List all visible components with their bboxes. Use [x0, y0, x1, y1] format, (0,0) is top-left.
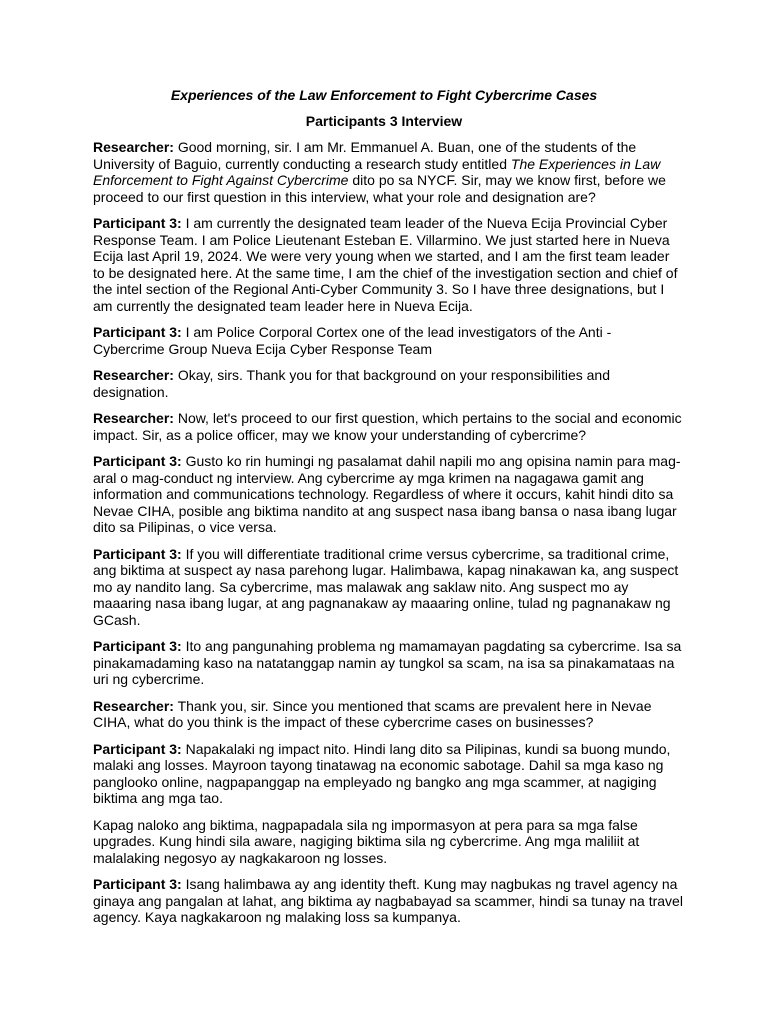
speaker-label: Participant 3:	[93, 324, 182, 340]
paragraph-researcher-business	[93, 698, 683, 731]
paragraph-participant-role	[93, 215, 683, 314]
speaker-label: Researcher:	[93, 139, 174, 155]
speaker-label: Researcher:	[93, 697, 174, 714]
speaker-label: Participant 3:	[93, 545, 182, 562]
paragraph-text: Good morning, sir. I am Mr. Emmanuel A. Buan, one of the students of the University of Baguio, currently conducting a research study entitled	[93, 139, 637, 172]
paragraph-participant-comparison	[93, 546, 683, 629]
paragraph-text: Okay, sirs. Thank you for that background on your responsibilities and designation.	[93, 367, 610, 400]
speaker-label: Researcher:	[93, 410, 174, 426]
document-body	[93, 139, 683, 936]
paragraph-text: I am Police Corporal Cortex one of the lead investigators of the Anti - Cybercrime Group Nueva Ecija Cyber Response Team	[93, 324, 612, 357]
paragraph-text: dito po sa NYCF. Sir, may we know first, before we proceed to our first question in this interview, what your role and designation are?	[93, 172, 666, 205]
paragraph-text: Gusto ko rin humingi ng pasalamat dahil napili mo ang opisina namin para mag-aral o mag-conduct ng interview. Ang cybercrime ay mga krimen na nagagawa gamit ang information and communications technology. Regardless of where it occurs, kahit hindi dito sa Nevae CIHA, posible ang biktima nandito at ang suspect nasa ibang bansa o nasa ibang lugar dito sa Pilipinas, o vice versa.	[93, 453, 681, 535]
paragraph-text: Kapag naloko ang biktima, nagpapadala sila ng impormasyon at pera para sa mga false upgrades. Kung hindi sila aware, nagiging biktima sila ng cybercrime. Ang mga maliliit at malalaking negosyo ay nagkakaroon ng losses.	[93, 816, 640, 866]
paragraph-text: If you will differentiate traditional crime versus cybercrime, sa traditional crime, ang biktima at suspect ay nasa parehong lugar. Halimbawa, kapag ninakawan ka, ang suspect mo ay nandito lang. Sa cybercrime, mas malawak ang saklaw nito. Ang suspect mo ay maaaring nasa ibang lugar, at ang pagnanakaw ay maaaring online, tulad ng pagnanakaw ng GCash.	[93, 545, 679, 628]
speaker-label: Participant 3:	[93, 638, 182, 654]
speaker-label: Participant 3:	[93, 453, 182, 469]
paragraph-text: Now, let's proceed to our first question, which pertains to the social and economic impact. Sir, as a police officer, may we know your understanding of cybercrime?	[93, 410, 682, 443]
paragraph-researcher-intro	[93, 139, 683, 205]
study-title-italic: The Experiences in Law Enforcement to Fight Against Cybercrime	[93, 155, 661, 188]
paragraph-continuation	[93, 817, 683, 867]
paragraph-participant-corporal	[93, 324, 683, 357]
paragraph-text: I am currently the designated team leader of the Nueva Ecija Provincial Cyber Response Team. I am Police Lieutenant Esteban E. Villarmino. We just started here in Nueva Ecija last April 19, 2024. We were very young when we started, and I am the first team leader to be designated here. At the same time, I am the chief of the investigation section and chief of the intel section of the Regional Anti-Cyber Community 3. So I have three designations, but I am currently the designated team leader here in Nueva Ecija.	[93, 215, 678, 314]
paragraph-text: Napakalaki ng impact nito. Hindi lang dito sa Pilipinas, kundi sa buong mundo, malaki ang losses. Mayroon tayong tinatawag na economic sabotage. Dahil sa mga kaso ng panglooko online, nagpapanggap na empleyado ng bangko ang mga scammer, at nagiging biktima ang mga tao.	[93, 740, 671, 806]
paragraph-participant-identity-theft	[93, 876, 683, 926]
speaker-label: Researcher:	[93, 367, 174, 383]
speaker-label: Participant 3:	[93, 876, 182, 892]
paragraph-participant-problem	[93, 638, 683, 688]
speaker-label: Participant 3:	[93, 740, 182, 757]
paragraph-text: Isang halimbawa ay ang identity theft. Kung may nagbukas ng travel agency na ginaya ang pangalan at lahat, ang biktima ay nagbabayad sa scammer, hindi sa tunay na travel agency. Kaya nagkakaroon ng malaking loss sa kumpanya.	[93, 876, 683, 925]
document-subtitle: Participants 3 Interview	[305, 113, 463, 129]
paragraph-researcher-thanks	[93, 367, 683, 400]
speaker-label: Participant 3:	[93, 215, 182, 231]
paragraph-participant-definition	[93, 453, 683, 536]
paragraph-participant-impact	[93, 741, 683, 807]
paragraph-text: Thank you, sir. Since you mentioned that scams are prevalent here in Nevae CIHA, what do you think is the impact of these cybercrime cases on businesses?	[93, 697, 652, 730]
paragraph-researcher-question	[93, 410, 683, 443]
document-title: Experiences of the Law Enforcement to Fight Cybercrime Cases	[170, 87, 598, 103]
paragraph-text: Ito ang pangunahing problema ng mamamayan pagdating sa cybercrime. Isa sa pinakamadaming kaso na natatanggap namin ay tungkol sa scam, na isa sa pinakamataas na uri ng cybercrime.	[93, 638, 682, 687]
